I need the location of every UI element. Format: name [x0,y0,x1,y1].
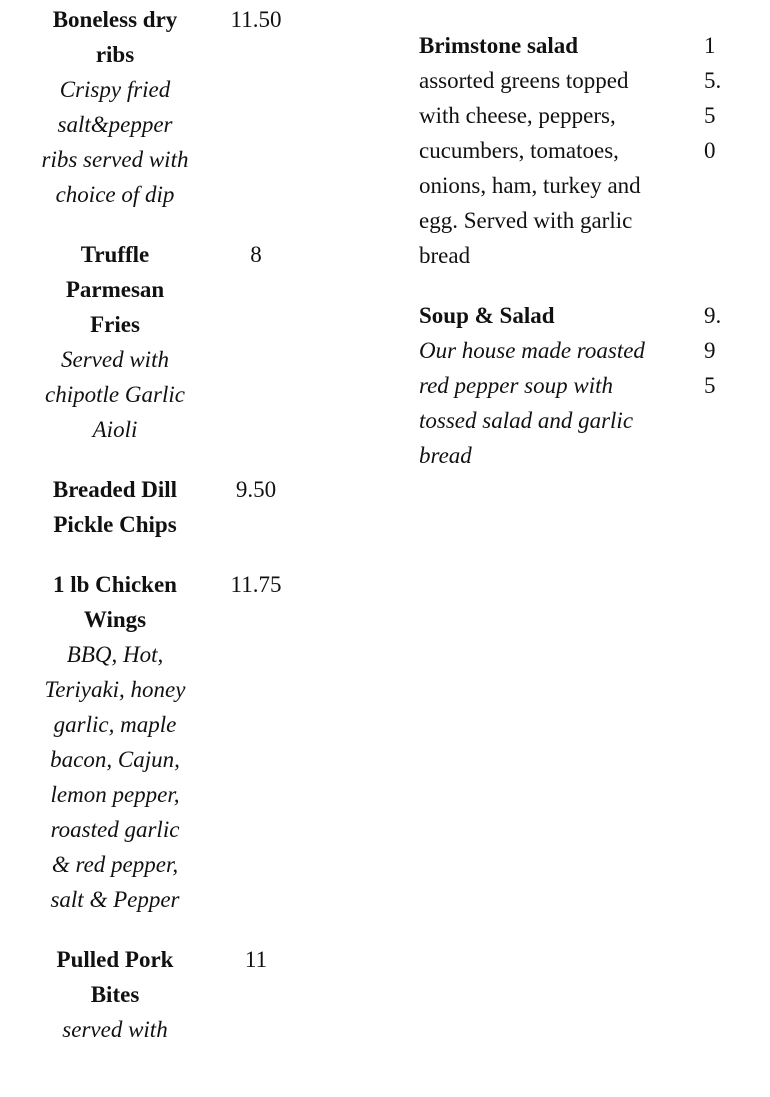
menu-item-info [40,942,190,1047]
menu-item-info [40,2,190,212]
menu-item-info [40,472,190,542]
menu-item-price: 11 [244,947,268,972]
menu-item-description: Served with chipotle Garlic Aioli [45,347,185,442]
menu-item-description: Our house made roasted red pepper soup with tossed salad and garlic bread [419,338,645,468]
menu-item-description: served with [62,1017,168,1042]
menu-item-name: Truffle Parmesan Fries [65,242,165,337]
menu-item-price: 11.75 [230,572,282,597]
menu-item-name: Soup & Salad [419,303,555,328]
menu-item-price: 9.50 [235,477,277,502]
menu-item-info [40,237,190,447]
menu-column-right [419,28,749,498]
menu-item-price: 15.50 [704,33,722,163]
menu-item-name: Pulled Pork Bites [56,947,174,1007]
menu-item-name: Boneless dry ribs [52,7,178,67]
menu-item-name: 1 lb Chicken Wings [53,572,177,632]
menu-item [40,942,330,1047]
menu-item-info [419,298,674,473]
menu-item-price: 8 [250,242,262,267]
menu-item-name: Breaded Dill Pickle Chips [52,477,178,537]
menu-item-description: assorted greens topped with cheese, peppers, cucumbers, tomatoes, onions, ham, turkey and egg. Served with garlic bread [419,68,641,268]
menu-item-info [40,567,190,917]
menu-item-price: 9.95 [704,303,722,398]
menu-item-info [419,28,674,273]
menu-item-name: Brimstone salad [419,33,579,58]
menu-item [419,298,749,473]
menu-item-price: 11.50 [230,7,282,32]
menu-item [419,28,749,273]
menu-item-description: BBQ, Hot, Teriyaki, honey garlic, maple bacon, Cajun, lemon pepper, roasted garlic & red pepper, salt & Pepper [44,642,186,912]
menu-item [40,2,330,212]
menu-item-description: Crispy fried salt&pepper ribs served with choice of dip [41,77,189,207]
menu-item [40,567,330,917]
menu-item [40,472,330,542]
menu-column-left [40,2,330,1072]
menu-item [40,237,330,447]
